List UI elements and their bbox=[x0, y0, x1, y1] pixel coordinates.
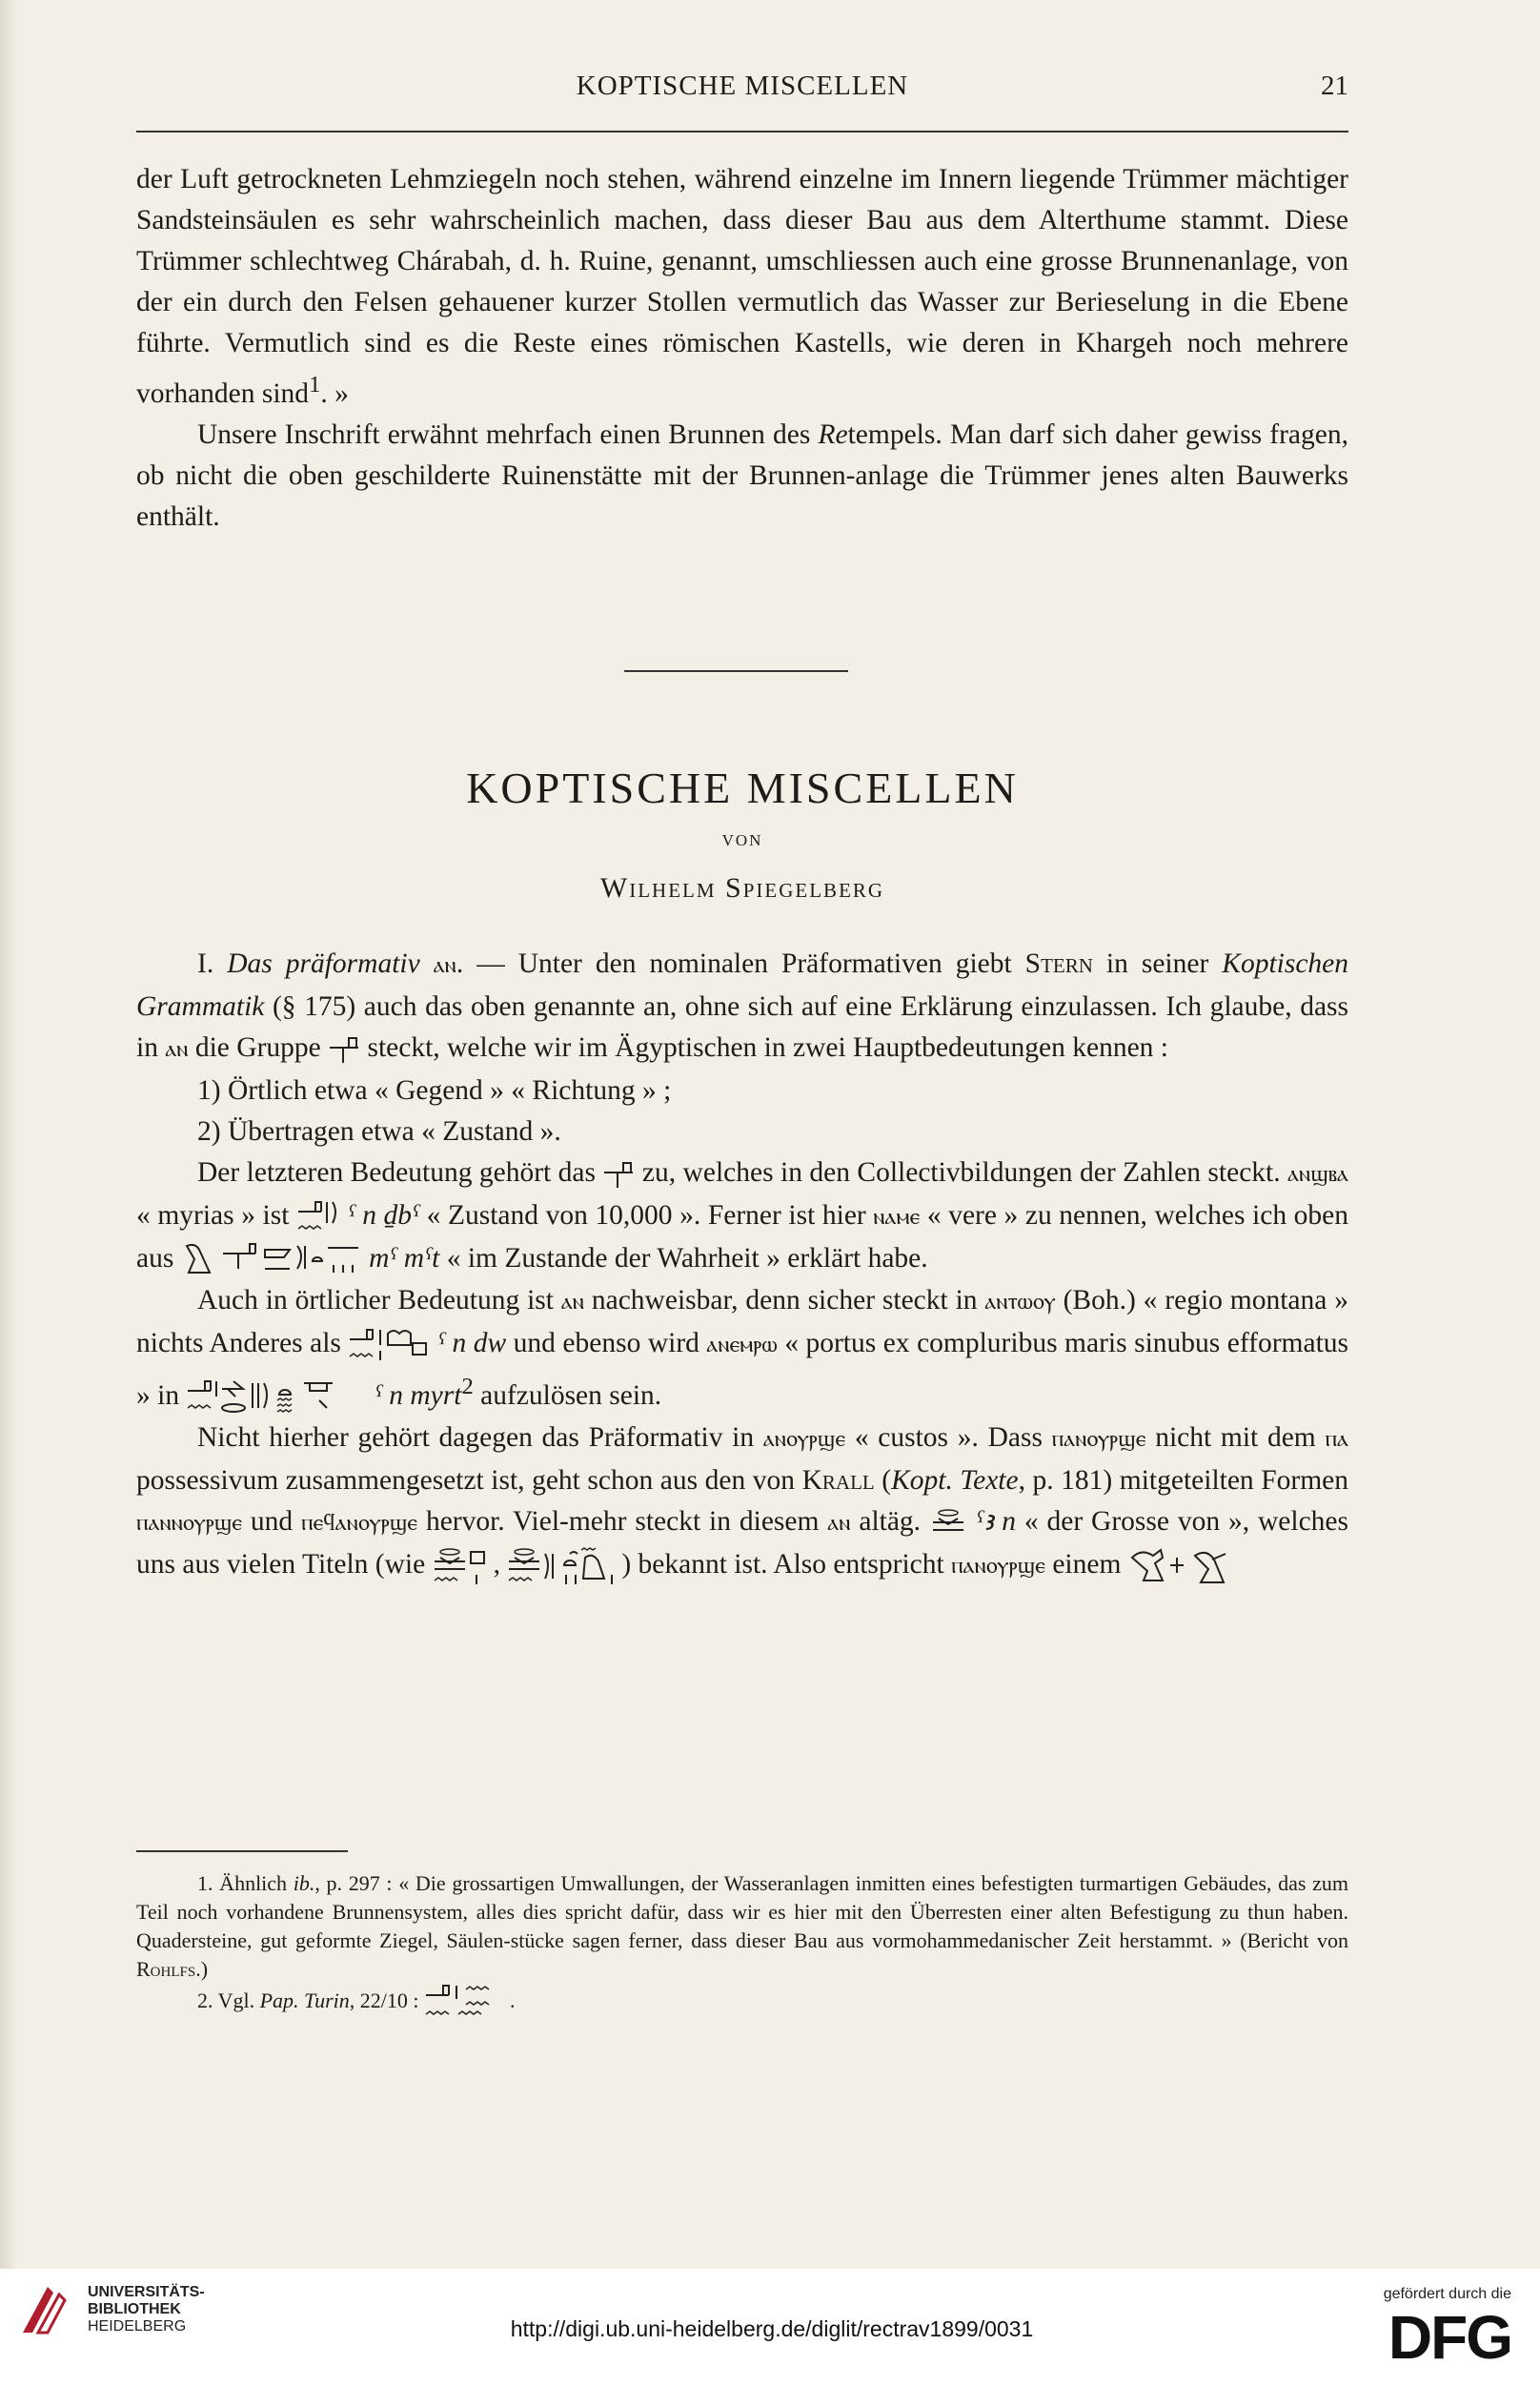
coptic-word: ⲛⲁⲙⲉ bbox=[873, 1205, 921, 1230]
text-run: I. bbox=[197, 948, 228, 979]
coptic-word: ⲡⲁ bbox=[1325, 1427, 1348, 1453]
paragraph bbox=[136, 415, 1348, 538]
dfg-logo: DFG bbox=[1388, 2303, 1511, 2372]
transliteration: ˁ n dw bbox=[436, 1328, 507, 1359]
hieroglyph-great-icon bbox=[929, 1507, 967, 1541]
text-run: tempels. Man darf sich daher gewiss fragen, ob nicht die oben geschilderte Ruinenstätte mit der Brunnen-anlage die Trümmer jenes alten Bauwerks enthält. bbox=[136, 418, 1348, 532]
header-rule bbox=[136, 131, 1348, 133]
hieroglyph-mountain-icon bbox=[348, 1326, 430, 1364]
coptic-word: ⲡⲁⲛⲟⲩⲣϣⲉ bbox=[951, 1554, 1045, 1580]
coptic-word: ⲡⲁⲛⲟⲩⲣϣⲉ bbox=[1051, 1427, 1146, 1453]
text-run: « Zustand von 10,000 ». Ferner ist hier bbox=[419, 1200, 874, 1231]
text-run: und bbox=[242, 1506, 302, 1538]
text-run: aufzulösen sein. bbox=[473, 1380, 662, 1412]
italic-text: Das präformativ bbox=[227, 948, 420, 979]
section-separator bbox=[624, 670, 848, 672]
author-name: Rohlfs bbox=[136, 1957, 196, 1981]
coptic-word: ⲁⲛ bbox=[165, 1037, 189, 1062]
footnote-rule bbox=[136, 1850, 348, 1852]
coptic-word: ⲁⲛⲉⲙⲣⲱ bbox=[706, 1333, 778, 1358]
coptic-word: ⲁⲛⲧⲱⲟⲩ bbox=[984, 1290, 1056, 1315]
hieroglyph-bird-group-icon bbox=[181, 1240, 362, 1280]
text-run: 2. Vgl. bbox=[197, 1988, 260, 2013]
footnote-ref[interactable]: 1 bbox=[309, 372, 321, 398]
text-run: « portus ex compluribus maris sinubus efformatus » in bbox=[136, 1328, 1349, 1412]
text-run: (Boh.) « regio montana » nichts Anderes als bbox=[136, 1285, 1348, 1359]
transliteration: ˁ n myrt bbox=[374, 1380, 462, 1412]
text-run: possessivum zusammengesetzt ist, geht schon aus den von bbox=[136, 1465, 802, 1497]
text-run: einem bbox=[1044, 1549, 1128, 1580]
text-run: Der letzteren Bedeutung gehört das bbox=[197, 1157, 603, 1188]
text-run: , p. 297 : « Die grossartigen Umwallungen, der Wasseranlagen inmitten eines befestigten turmartigen Gebäudes, das zum Teil noch vorhandene Brunnensystem, alles dies spricht dafür, dass wir es hier mit den Überresten einer alten Befestigung zu thun haben. Quadersteine, gut geformte Ziegel, Säulen-stücke sagen ferner, dass dieser Bau aus vormohammedanischer Zeit herstammt. » (Bericht von bbox=[136, 1871, 1348, 1952]
text-run: Unsere Inschrift erwähnt mehrfach einen Brunnen des bbox=[197, 418, 819, 450]
hieroglyph-birds-icon bbox=[1128, 1546, 1243, 1588]
coptic-word: ⲁⲛϣⲃⲁ bbox=[1287, 1162, 1348, 1187]
text-run: , 22/10 : bbox=[349, 1988, 424, 2013]
footnote-ref[interactable]: 2 bbox=[461, 1374, 474, 1400]
logo-line: BIBLIOTHEK bbox=[88, 2301, 181, 2317]
logo-line: UNIVERSITÄTS- bbox=[88, 2284, 205, 2300]
italic-text: Re bbox=[818, 418, 848, 450]
hieroglyph-harbour-icon bbox=[186, 1377, 367, 1417]
transliteration: ˁ n ḏbˁ bbox=[347, 1200, 420, 1231]
text-run: « vere » zu nennen, welches ich oben aus bbox=[136, 1200, 1349, 1274]
text-run: « der Grosse von », welches uns aus vielen Titeln (wie bbox=[136, 1506, 1348, 1580]
text-run: steckt, welche wir im Ägyptischen in zwei Hauptbedeutungen kennen : bbox=[360, 1032, 1169, 1063]
list-item: 1) Örtlich etwa « Gegend » « Richtung » ; bbox=[197, 1075, 672, 1106]
hieroglyph-group-icon bbox=[328, 1032, 360, 1067]
text-run: Nicht hierher gehört dagegen das Präformativ in bbox=[197, 1422, 763, 1454]
text-run: .) bbox=[195, 1957, 209, 1981]
hieroglyph-title-icon bbox=[507, 1546, 621, 1588]
coptic-word: ⲁⲛ bbox=[433, 953, 456, 978]
footnote-1 bbox=[136, 1869, 1348, 1984]
coptic-word: ⲡⲉϥⲁⲛⲟⲩⲣϣⲉ bbox=[301, 1511, 418, 1537]
article-title: KOPTISCHE MISCELLEN bbox=[466, 764, 1019, 812]
article-von: VON bbox=[721, 831, 763, 849]
transliteration: ˁꜣ n bbox=[975, 1506, 1016, 1538]
text-run: der Luft getrockneten Lehmziegeln noch stehen, während einzelne im Innern liegende Trümmer mächtiger Sandsteinsäulen es sehr wahrscheinlich machen, dass dieser Bau aus dem Alterthume stammt. Diese Trümmer schlechtweg Chárabah, d. h. Ruine, genannt, umschliessen auch eine grosse Brunnenanlage, von der ein durch den Felsen gehauener kurzer Stollen vermutlich das Wasser zur Berieselung in die Ebene führte. Vermutlich sind es die Reste eines römischen Kastells, wie deren in Khargeh noch mehrere vorhanden sind bbox=[136, 164, 1348, 409]
hieroglyph-title-icon bbox=[433, 1546, 494, 1588]
logo-line: HEIDELBERG bbox=[88, 2318, 187, 2335]
italic-text: Pap. Turin bbox=[259, 1988, 350, 2013]
text-run: « im Zustande der Wahrheit » erklärt habe. bbox=[439, 1243, 928, 1274]
transliteration: mˁ mˁt bbox=[369, 1243, 440, 1274]
paragraph bbox=[136, 159, 1348, 415]
text-run: ( bbox=[874, 1465, 892, 1497]
running-header-title: KOPTISCHE MISCELLEN bbox=[576, 71, 909, 101]
hieroglyph-myrt-icon bbox=[424, 1984, 510, 2022]
text-run: nachweisbar, denn sicher steckt in bbox=[583, 1285, 985, 1316]
list-item: 2) Übertragen etwa « Zustand ». bbox=[197, 1116, 561, 1147]
dfg-caption: gefördert durch die bbox=[1383, 2286, 1511, 2302]
hieroglyph-group-icon bbox=[602, 1157, 635, 1192]
text-run: . » bbox=[320, 377, 349, 409]
coptic-word: ⲁⲛ bbox=[827, 1511, 851, 1537]
author-name: Stern bbox=[1024, 948, 1093, 979]
university-library-logo-icon bbox=[17, 2281, 74, 2338]
hieroglyph-myrias-icon bbox=[296, 1198, 340, 1236]
page-spine-shadow bbox=[0, 0, 17, 2269]
paragraph bbox=[136, 1417, 1348, 1587]
italic-text: Koptischen Grammatik bbox=[136, 948, 1349, 1022]
running-header bbox=[136, 71, 1348, 109]
italic-text: Kopt. Texte bbox=[891, 1465, 1019, 1497]
page-number: 21 bbox=[1321, 71, 1348, 101]
previous-article-text bbox=[136, 159, 1348, 538]
italic-text: ib. bbox=[293, 1871, 315, 1895]
university-library-name bbox=[88, 2284, 205, 2335]
article-author: Wilhelm Spiegelberg bbox=[599, 872, 885, 904]
text-run: , bbox=[493, 1549, 508, 1580]
text-run: « myrias » ist bbox=[136, 1200, 296, 1231]
footnote-2: 2. Vgl. Pap. Turin, 22/10 : . bbox=[136, 1984, 1348, 2022]
coptic-word: ⲁⲛⲟⲩⲣϣⲉ bbox=[762, 1427, 846, 1453]
coptic-word: ⲡⲁⲛⲛⲟⲩⲣϣⲉ bbox=[136, 1511, 243, 1537]
article-body bbox=[136, 944, 1348, 1588]
text-run: und ebenso wird bbox=[506, 1328, 707, 1359]
text-run: 1. Ähnlich bbox=[197, 1871, 294, 1895]
coptic-word: ⲁⲛ bbox=[560, 1290, 584, 1315]
paragraph bbox=[136, 1280, 1348, 1417]
text-run: Auch in örtlicher Bedeutung ist bbox=[197, 1285, 561, 1316]
text-run: (§ 175) auch das oben genannte an, ohne sich auf eine Erklärung einzulassen. Ich glaube, dass in bbox=[136, 991, 1348, 1063]
text-run: « custos ». Dass bbox=[845, 1422, 1052, 1454]
author-name: Krall bbox=[801, 1465, 875, 1497]
text-run: . — Unter den nominalen Präformativen giebt bbox=[456, 948, 1025, 979]
text-run: die Gruppe bbox=[188, 1032, 329, 1063]
text-run: ) bekannt ist. Also entspricht bbox=[621, 1549, 952, 1580]
text-run: , p. 181) mitgeteilten Formen bbox=[1018, 1465, 1348, 1497]
text-run: in seiner bbox=[1092, 948, 1223, 979]
text-run: altäg. bbox=[850, 1506, 929, 1538]
source-url-link[interactable]: http://digi.ub.uni-heidelberg.de/diglit/rectrav1899/0031 bbox=[510, 2316, 1034, 2341]
text-run: nicht mit dem bbox=[1145, 1422, 1326, 1454]
text-run: zu, welches in den Collectivbildungen der Zahlen steckt. bbox=[635, 1157, 1288, 1188]
paragraph bbox=[136, 1152, 1348, 1280]
footnotes bbox=[136, 1869, 1348, 2022]
paragraph bbox=[136, 944, 1348, 1071]
text-run: hervor. Viel-mehr steckt in diesem bbox=[417, 1506, 828, 1538]
